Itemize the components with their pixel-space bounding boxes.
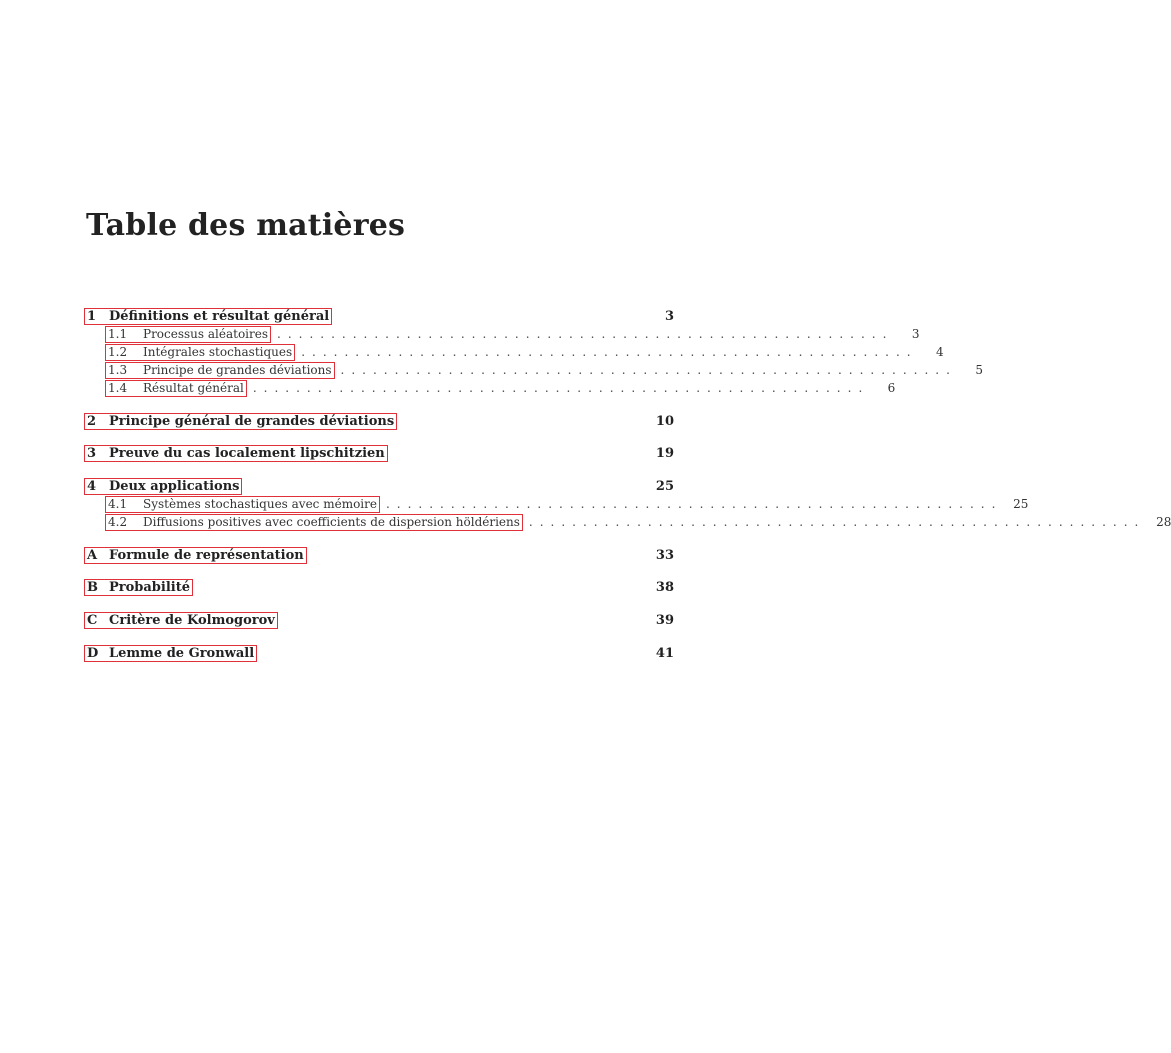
toc-number: 4.1 xyxy=(108,496,128,511)
toc-number: 4 xyxy=(87,478,97,494)
toc-link[interactable] xyxy=(84,308,332,325)
toc-label: Définitions et résultat général xyxy=(109,308,330,324)
toc-link[interactable] xyxy=(105,380,247,397)
toc-label: Processus aléatoires xyxy=(143,326,269,341)
toc-label: Lemme de Gronwall xyxy=(109,645,255,661)
toc-entry-section[interactable] xyxy=(84,307,674,325)
toc-label: Diffusions positives avec coefficients de dispersion höldériens xyxy=(143,514,520,529)
toc-page-number: 28 xyxy=(1156,515,1171,529)
toc-link[interactable] xyxy=(105,344,295,361)
toc-page-number: 5 xyxy=(975,363,983,377)
toc-entry-subsection[interactable] xyxy=(105,361,983,379)
toc-label: Formule de représentation xyxy=(109,547,304,563)
toc-entry-section[interactable] xyxy=(84,412,674,430)
toc-entry-appendix[interactable] xyxy=(84,578,674,596)
toc-page-number: 25 xyxy=(1013,497,1029,511)
toc-entry-appendix[interactable] xyxy=(84,644,674,662)
dot-leader: ......................................................... xyxy=(340,363,957,377)
toc-link[interactable] xyxy=(84,612,278,629)
toc-number: 1.1 xyxy=(108,326,128,341)
toc-link[interactable] xyxy=(105,496,380,513)
toc-link[interactable] xyxy=(105,362,335,379)
toc-link[interactable] xyxy=(105,514,523,531)
toc-number: B xyxy=(87,579,98,595)
toc-number: 2 xyxy=(87,413,97,429)
toc-number: A xyxy=(87,547,98,563)
toc-label: Deux applications xyxy=(109,478,240,494)
toc-page-number: 38 xyxy=(655,579,674,595)
toc-link[interactable] xyxy=(84,478,242,495)
toc-link[interactable] xyxy=(105,326,271,343)
toc-page-number: 3 xyxy=(911,327,920,341)
toc-page-number: 10 xyxy=(655,413,674,429)
dot-leader: ......................................................... xyxy=(277,327,894,341)
toc-number: 1.4 xyxy=(108,380,128,395)
toc-page-number: 4 xyxy=(935,345,944,359)
toc-label: Intégrales stochastiques xyxy=(143,344,293,359)
toc-entry-subsection[interactable] xyxy=(105,495,1029,513)
toc-label: Critère de Kolmogorov xyxy=(109,612,275,628)
toc-label: Résultat général xyxy=(143,380,244,395)
toc-number: C xyxy=(87,612,98,628)
toc-label: Probabilité xyxy=(109,579,190,595)
toc-number: 1.3 xyxy=(108,362,128,377)
toc-link[interactable] xyxy=(84,445,388,462)
dot-leader: ......................................................... xyxy=(252,381,870,395)
toc-page-number: 33 xyxy=(655,547,674,563)
toc-link[interactable] xyxy=(84,579,193,596)
toc-label: Systèmes stochastiques avec mémoire xyxy=(143,496,377,511)
toc-entry-subsection[interactable] xyxy=(105,325,920,343)
toc-number: 1 xyxy=(87,308,97,324)
dot-leader: ......................................................... xyxy=(301,345,918,359)
dot-leader: ......................................................... xyxy=(528,515,1146,529)
toc-entry-appendix[interactable] xyxy=(84,611,674,629)
toc-page-number: 39 xyxy=(655,612,674,628)
toc-entry-appendix[interactable] xyxy=(84,546,674,564)
toc-label: Preuve du cas localement lipschitzien xyxy=(109,445,385,461)
dot-leader: ......................................................... xyxy=(385,497,1003,511)
toc-label: Principe général de grandes déviations xyxy=(109,413,395,429)
toc-entry-subsection[interactable] xyxy=(105,379,896,397)
toc-link[interactable] xyxy=(84,645,257,662)
toc-number: 1.2 xyxy=(108,344,128,359)
toc-entry-section[interactable] xyxy=(84,444,674,462)
toc-link[interactable] xyxy=(84,413,397,430)
toc-entry-section[interactable] xyxy=(84,477,674,495)
toc-entry-subsection[interactable] xyxy=(105,343,944,361)
toc-label: Principe de grandes déviations xyxy=(143,362,332,377)
toc-page-number: 25 xyxy=(655,478,674,494)
page-title: Table des matières xyxy=(86,208,406,243)
toc-number: 3 xyxy=(87,445,97,461)
toc-page-number: 19 xyxy=(655,445,674,461)
toc-page-number: 6 xyxy=(887,381,896,395)
toc-entry-subsection[interactable] xyxy=(105,513,1171,531)
toc-number: 4.2 xyxy=(108,514,128,529)
toc-page-number: 3 xyxy=(664,308,674,324)
toc-page-number: 41 xyxy=(655,645,674,661)
toc-link[interactable] xyxy=(84,547,307,564)
toc-number: D xyxy=(87,645,99,661)
